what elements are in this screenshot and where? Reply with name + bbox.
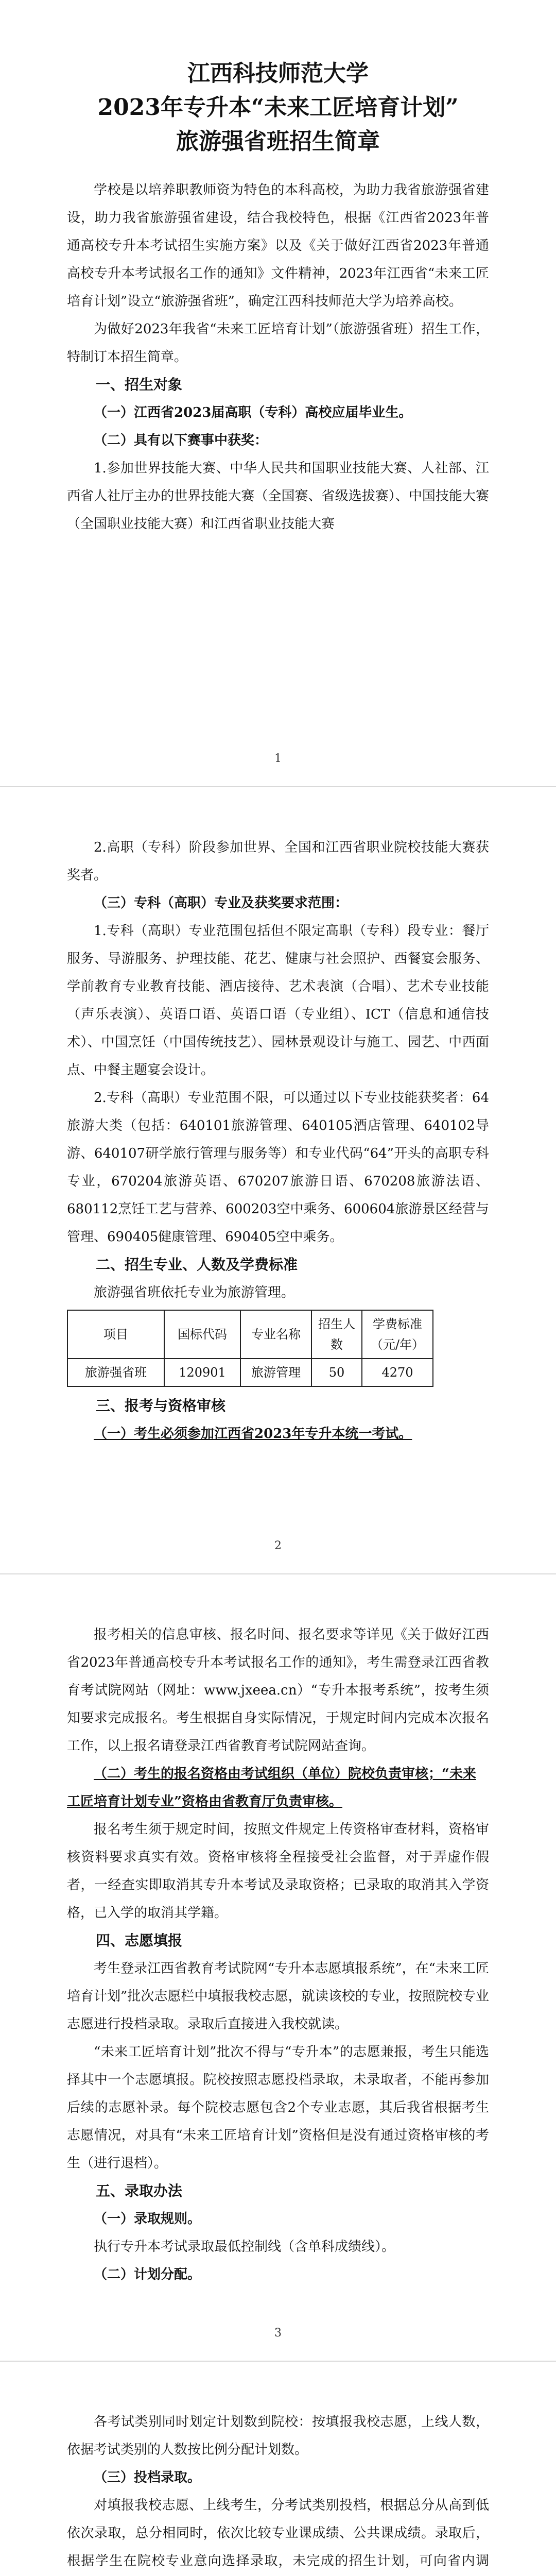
table-header-cell: 招生人数 xyxy=(311,1310,362,1359)
section-5-item-1: （一）录取规则。 xyxy=(94,2211,201,2227)
doc-title-line-1: 江西科技师范大学 xyxy=(187,60,369,87)
section-2-text: 旅游强省班依托专业为旅游管理。 xyxy=(94,1285,295,1300)
section-1-item-3-text: 1.专科（高职）专业范围包括但不限定高职（专科）段专业：餐厅服务、导游服务、护理技能、花艺、健康与社会照护、西餐宴会服务、学前教育专业教育技能、酒店接待、艺术表演（合唱）、艺术专业技能（声乐表演）、英语口语、英语口语（专业组）、ICT（信息和通信技术）、中国烹饪（中国传统技艺）、园林景观设计与施工、园艺、中西面点、中餐主题宴会设计。 xyxy=(67,923,489,1078)
table-cell: 50 xyxy=(311,1359,362,1386)
section-heading-4: 四、志愿填报 xyxy=(96,1932,183,1949)
doc-title-line-3: 旅游强省班招生简章 xyxy=(176,128,380,155)
page-1 xyxy=(0,0,556,786)
section-1-item-2-b: 2.高职（专科）阶段参加世界、全国和江西省职业院校技能大赛获奖者。 xyxy=(67,840,489,883)
intro-paragraph-2: 为做好2023年我省“未来工匠培育计划”（旅游强省班）招生工作，特制订本招生简章。 xyxy=(67,321,489,365)
table-cell: 4270 xyxy=(362,1359,433,1386)
section-1-item-3: （三）专科（高职）专业及获奖要求范围： xyxy=(94,895,349,911)
section-heading-5: 五、录取办法 xyxy=(96,2182,183,2199)
table-header-row xyxy=(67,1310,433,1359)
section-5-item-3-text: 对填报我校志愿、上线考生，分考试类别投档，根据总分从高到低依次录取，总分相同时，依次比较专业课成绩、公共课成绩。录取后，根据学生在院校专业意向选择录取，未完成的招生计划，可向省内调 xyxy=(67,2498,489,2569)
section-heading-1: 一、招生对象 xyxy=(96,376,183,393)
section-heading-2: 二、招生专业、人数及学费标准 xyxy=(96,1256,298,1273)
section-1-item-2: （二）具有以下赛事中获奖： xyxy=(94,433,268,448)
table-cell: 旅游管理 xyxy=(240,1359,311,1386)
table-cell: 120901 xyxy=(164,1359,240,1386)
doc-title-line-2: 2023年专升本“未来工匠培育计划” xyxy=(97,94,459,121)
page-number: 3 xyxy=(274,2327,282,2340)
section-1-item-2-a: 1.参加世界技能大赛、中华人民共和国职业技能大赛、人社部、江西省人社厅主办的世界技能大赛（全国赛、省级选拔赛）、中国技能大赛（全国职业技能大赛）和江西省职业技能大赛 xyxy=(67,461,489,532)
page-4 xyxy=(0,2362,556,2576)
table-header-cell: 学费标准（元/年） xyxy=(362,1310,433,1359)
page-3 xyxy=(0,1574,556,2361)
table-row xyxy=(67,1359,433,1386)
table-header-cell: 项目 xyxy=(67,1310,164,1359)
enrollment-table xyxy=(67,1310,433,1387)
page-number: 1 xyxy=(274,752,282,765)
section-5-item-3: （三）投档录取。 xyxy=(94,2470,201,2485)
intro-paragraph-1: 学校是以培养职教师资为特色的本科高校，为助力我省旅游强省建设，助力我省旅游强省建设，结合我校特色，根据《江西省2023年普通高校专升本考试招生实施方案》以及《关于做好江西省2023年普通高校专升本考试报名工作的通知》文件精神，2023年江西省“未来工匠培育计划”设立“旅游强省班”，确定江西科技师范大学为培养高校。 xyxy=(67,182,489,309)
section-1-item-1: （一）江西省2023届高职（专科）高校应届毕业生。 xyxy=(94,405,412,420)
section-4-text: 考生登录江西省教育考试院网“专升本志愿填报系统”，在“未来工匠培育计划”批次志愿栏中填报我校志愿，就读该校的专业，按照院校专业志愿进行投档录取。录取后直接进入我校就读。 xyxy=(67,1961,489,2032)
section-heading-3: 三、报考与资格审核 xyxy=(96,1397,226,1414)
section-3-item-1-text: 报考相关的信息审核、报名时间、报名要求等详见《关于做好江西省2023年普通高校专升本考试报名工作的通知》，考生需登录江西省教育考试院网站（网址：www.jxeea.cn）“专升本报考系统”，按考生须知要求完成报名。考生根据自身实际情况，于规定时间内完成本次报名工作，以上报名请登录江西省教育考试院网站查询。 xyxy=(67,1627,489,1754)
table-header-cell: 国标代码 xyxy=(164,1310,240,1359)
section-3-item-2-text: 报名考生须于规定时间，按照文件规定上传资格审查材料，资格审核资料要求真实有效。资格审核将全程接受社会监督，对于弄虚作假者，一经查实即取消其专升本考试及录取资格；已录取的取消其入学资格，已入学的取消其学籍。 xyxy=(67,1822,489,1921)
table-header-cell: 专业名称 xyxy=(240,1310,311,1359)
section-5-item-1-text: 执行专升本考试录取最低控制线（含单科成绩线）。 xyxy=(94,2239,395,2255)
section-1-item-3-text-2: 2.专科（高职）专业范围不限，可以通过以下专业技能获奖者：64旅游大类（包括：640101旅游管理、640105酒店管理、640102导游、640107研学旅行管理与服务等）和专业代码“64”开头的高职专科专业，670204旅游英语、670207旅游日语、670208旅游法语、680112烹饪工艺与营养、600203空中乘务、600604旅游景区经营与管理、690405健康管理、690405空中乘务。 xyxy=(67,1090,489,1245)
section-3-item-2: （二）考生的报名资格由考试组织（单位）院校负责审核；“未来工匠培育计划专业”资格由省教育厅负责审核。 xyxy=(67,1766,476,1809)
section-5-item-2: （二）计划分配。 xyxy=(94,2267,201,2282)
section-3-item-1: （一）考生必须参加江西省2023年专升本统一考试。 xyxy=(94,1426,412,1442)
section-5-item-2-text: 各考试类别同时划定计划数到院校：按填报我校志愿，上线人数，依据考试类别的人数按比例分配计划数。 xyxy=(67,2414,489,2458)
page-number: 2 xyxy=(274,1539,282,1552)
section-4-text-2: “未来工匠培育计划”批次不得与“专升本”的志愿兼报，考生只能选择其中一个志愿填报。院校按照志愿投档录取，未录取者，不能再参加后续的志愿补录。每个院校志愿包含2个专业志愿，其后我省根据考生志愿情况，对具有“未来工匠培育计划”资格但是没有通过资格审核的考生（进行退档）。 xyxy=(67,2044,489,2171)
page-2 xyxy=(0,787,556,1573)
table-cell: 旅游强省班 xyxy=(67,1359,164,1386)
